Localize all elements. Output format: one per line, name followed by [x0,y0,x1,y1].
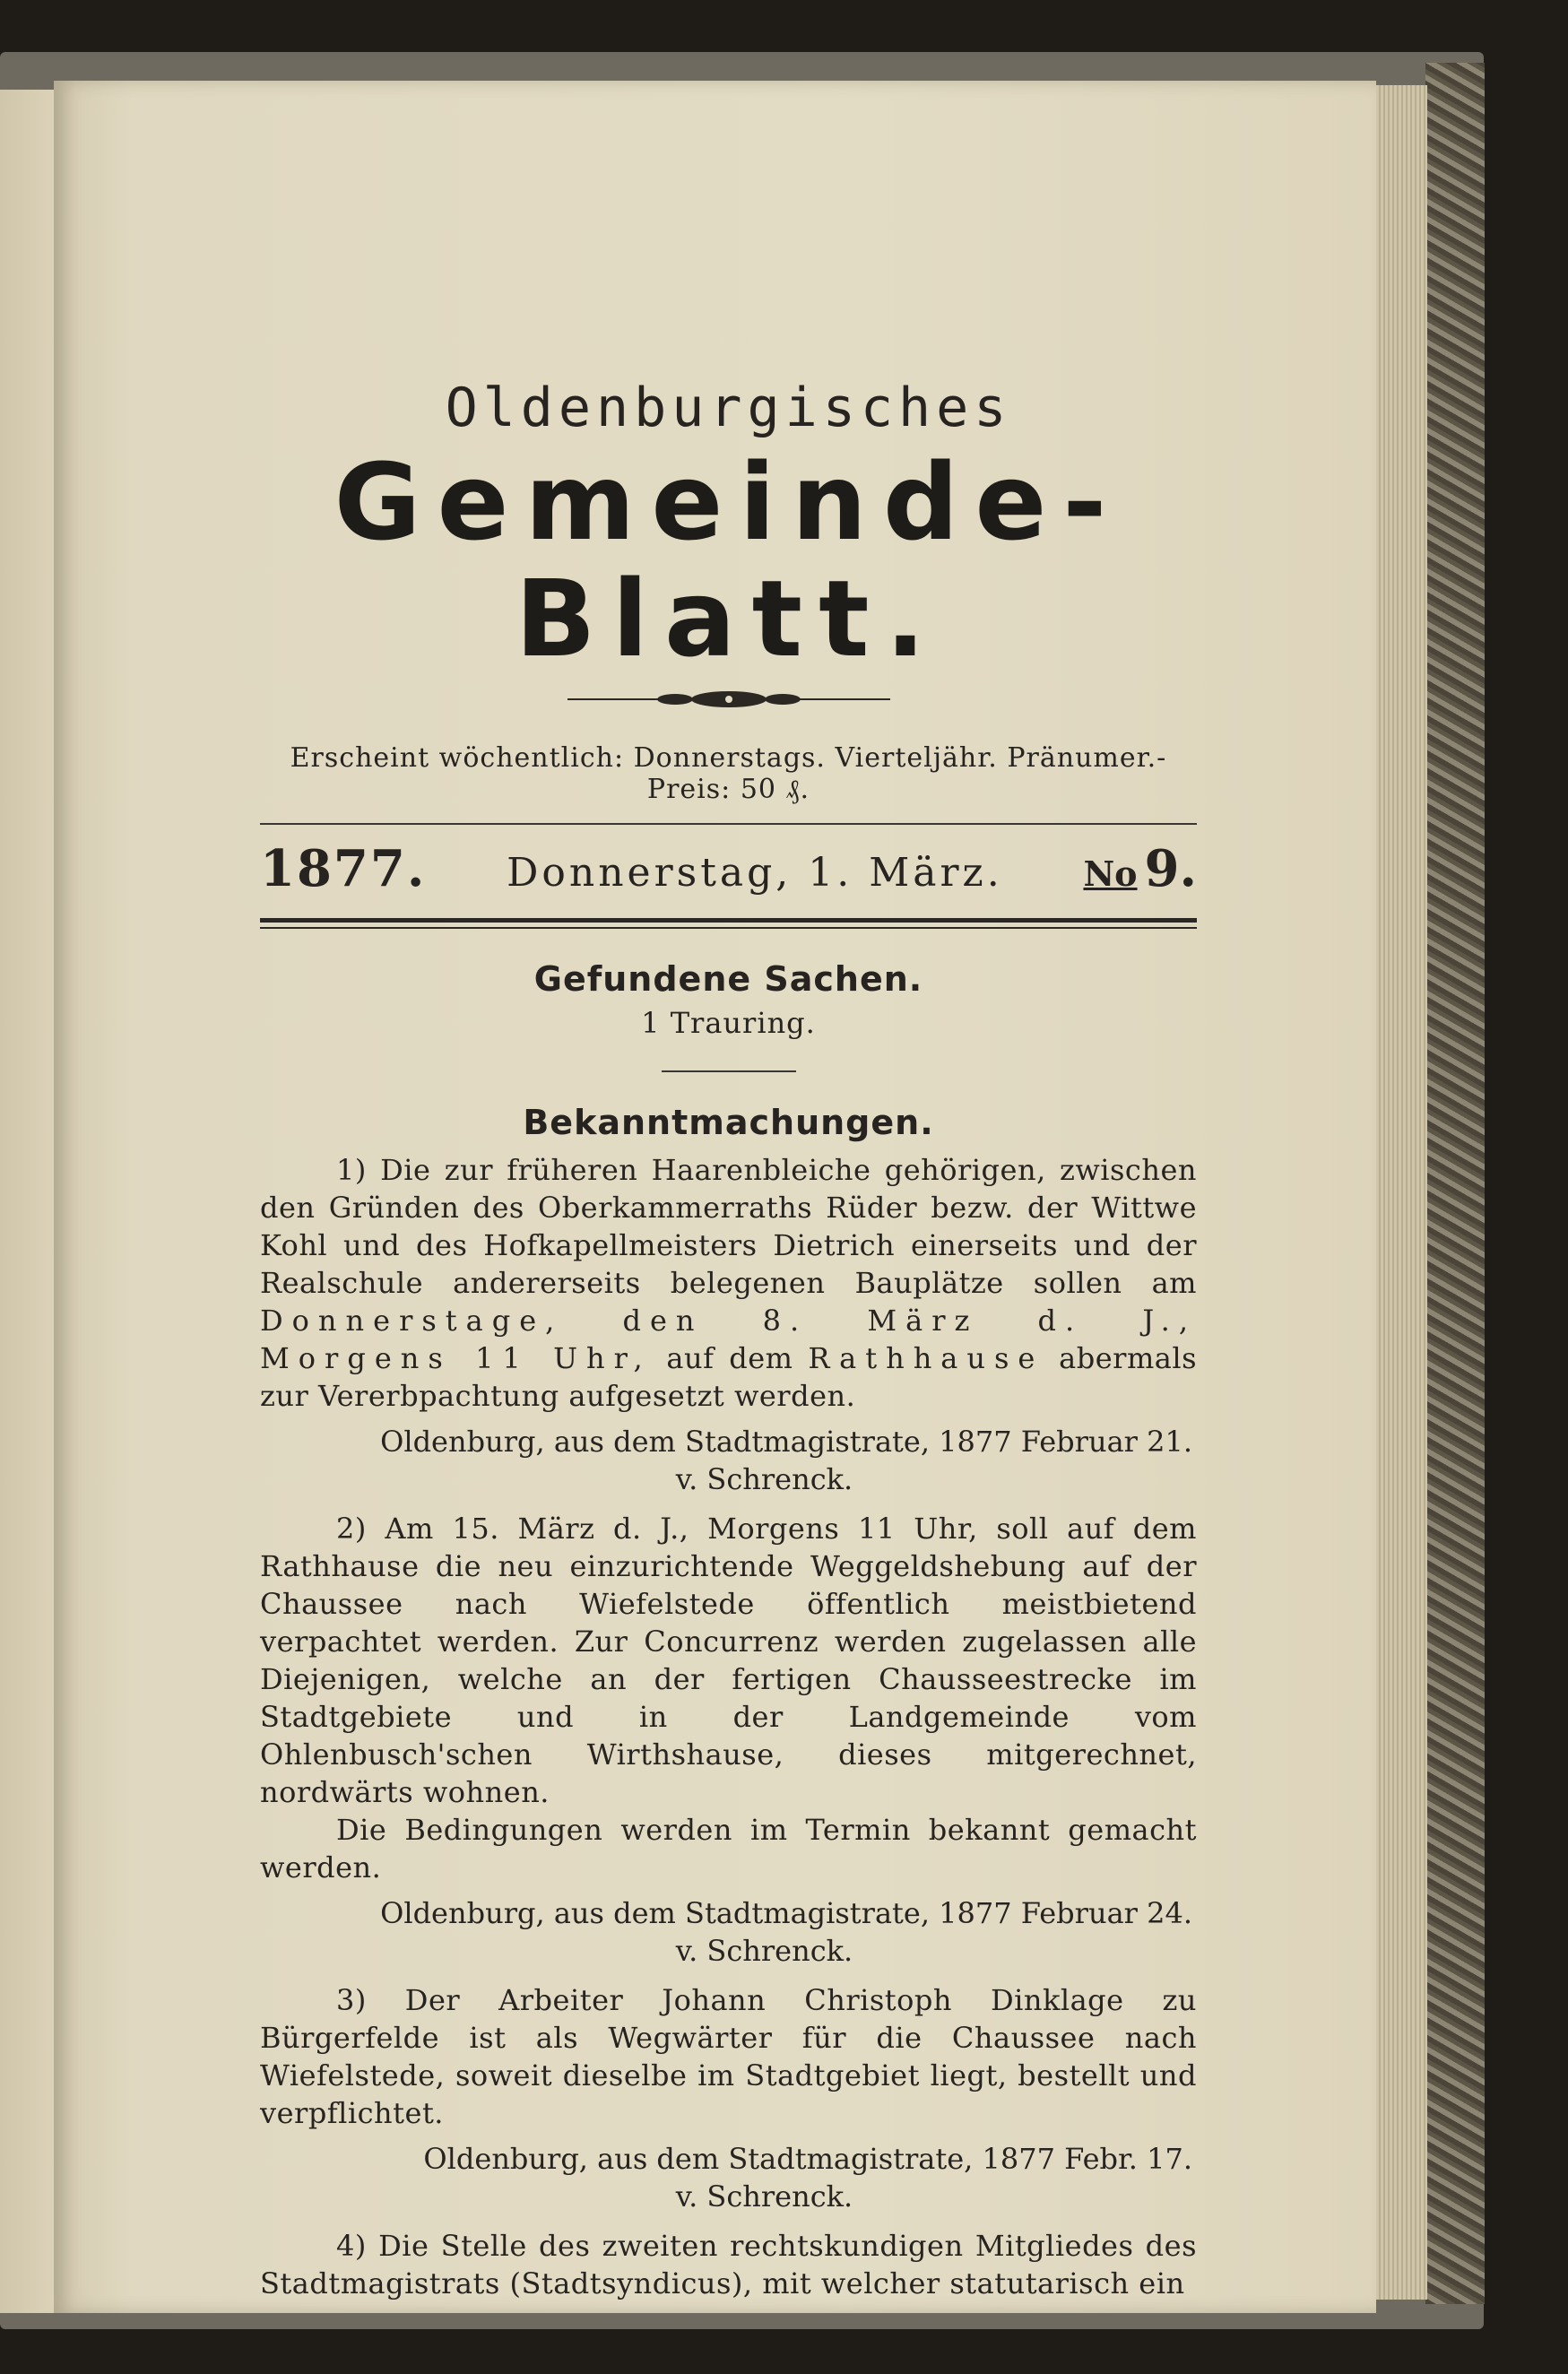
notice-1-text: 1) Die zur früheren Haarenbleiche gehörigen, zwischen den Gründen des Oberkammerraths Rüder bezw. der Wittwe Kohl und des Hofkapellmeisters Dietrich einerseits und der Realschule andererseits belegenen Bauplätze sollen am [260,1152,1197,1300]
notice-1-end: abermals zur Vererbpachtung aufgesetzt werden. [260,1340,1198,1413]
divider [260,823,1197,825]
notice-1-date: Donnerstage, den 8. März d. J., Morgens 11 Uhr, [260,1303,1197,1375]
issue-number-value: 9. [1144,838,1197,898]
notice-1-place: Rathhause [808,1340,1044,1375]
marbled-edge [1425,63,1485,2304]
notice-2-conditions: Die Bedingungen werden im Termin bekannt gemacht werden. [260,1812,1197,1884]
subscription-line: Erscheint wöchentlich: Donnerstags. Vierteljähr. Pränumer.-Preis: 50 ₰. [290,741,1167,805]
masthead-title: Gemeinde-Blatt. [334,440,1123,680]
notice-2: 2) Am 15. März d. J., Morgens 11 Uhr, soll auf dem Rathhause die neu einzurichtende Weggeldshebung auf der Chaussee nach Wiefelstede öffentlich meistbietend verpachtet werden. Zur Concurrenz werden zugelassen alle Diejenigen, welche an der fertigen Chausseestrecke im Stadtgebiete und in der Landgemeinde vom Ohlenbusch'schen Wirthshause, dieses mitgerechnet, nordwärts wohnen. [260,1511,1197,1809]
number-sign: No [1083,853,1138,894]
dateline [260,839,1197,898]
notice-3-location: Oldenburg, aus dem Stadtmagistrate, 1877 Febr. 17. [423,2141,1192,2176]
notice-2-signature: v. Schrenck. [675,1933,853,1968]
notice-1-signature: v. Schrenck. [675,1461,853,1496]
issue-year: 1877. [260,838,427,898]
masthead-top: Oldenburgisches [445,377,1012,439]
notice-1-location: Oldenburg, aus dem Stadtmagistrate, 1877 Februar 21. [380,1424,1192,1459]
notice-3: 3) Der Arbeiter Johann Christoph Dinklage zu Bürgerfelde ist als Wegwärter für die Chaussee nach Wiefelstede, soweit dieselbe im Stadtgebiet liegt, bestellt und verpflichtet. [260,1982,1197,2130]
found-items-heading: Gefundene Sachen. [533,958,923,999]
issue-number [1083,839,1197,898]
ornament-icon [567,687,890,712]
page-edges [1372,85,1427,2300]
notice-3-signature: v. Schrenck. [675,2179,853,2214]
newspaper-page [54,81,1376,2313]
notice-4: 4) Die Stelle des zweiten rechtskundigen Mitgliedes des Stadtmagistrats (Stadtsyndicus), mit welcher statutarisch ein [260,2228,1197,2300]
short-divider [662,1070,796,1072]
page-content [260,377,1197,2302]
notices-heading: Bekanntmachungen. [523,1102,934,1142]
issue-date: Donnerstag, 1. März. [507,849,1003,896]
notice-1-mid: auf dem [666,1340,793,1375]
double-divider [260,918,1197,929]
found-item: 1 Trauring. [641,1005,816,1040]
notice-2-location: Oldenburg, aus dem Stadtmagistrate, 1877 Februar 24. [380,1895,1192,1930]
notice-1 [260,1151,1197,1415]
